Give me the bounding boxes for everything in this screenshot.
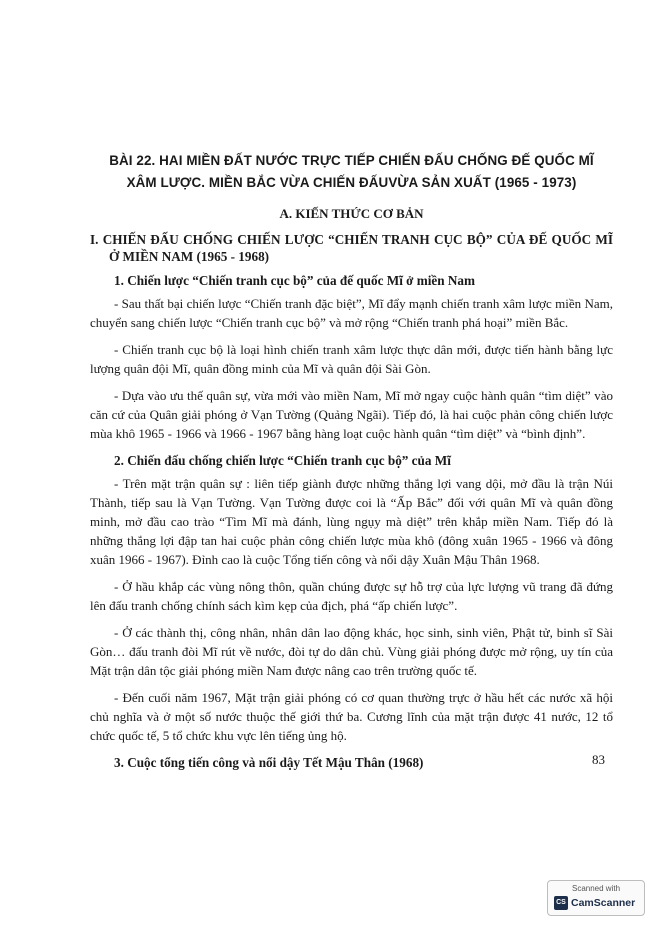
section-i-heading: I. CHIẾN ĐẤU CHỐNG CHIẾN LƯỢC “CHIẾN TRANH CỤC BỘ” CỦA ĐẾ QUỐC MĨ Ở MIỀN NAM (1965 - 1968) <box>90 232 613 264</box>
paragraph-6: - Ở các thành thị, công nhân, nhân dân lao động khác, học sinh, sinh viên, Phật tử, binh sĩ Sài Gòn… đấu tranh đòi Mĩ rút về nước, đòi tự do dân chủ. Vùng giải phóng được mở rộng, uy tín của Mặt trận dân tộc giải phóng miền Nam được nâng cao trên trường quốc tế. <box>90 625 613 678</box>
paragraph-2: - Chiến tranh cục bộ là loại hình chiến tranh xâm lược thực dân mới, được tiến hành bằng lực lượng quân đội Mĩ, quân đồng minh của Mĩ và quân đội Sài Gòn. <box>90 342 613 376</box>
subheading-1: 1. Chiến lược “Chiến tranh cục bộ” của đế quốc Mĩ ở miền Nam <box>114 273 476 288</box>
paragraph-5: - Ở hầu khắp các vùng nông thôn, quần chúng được sự hỗ trợ của lực lượng vũ trang đã đứng lên đấu tranh chống chính sách kìm kẹp của địch, phá “ấp chiến lược”. <box>90 579 613 613</box>
subheading-3: 3. Cuộc tổng tiến công và nổi dậy Tết Mậu Thân (1968) <box>114 755 424 770</box>
lesson-title-line-2: XÂM LƯỢC. MIỀN BẮC VỪA CHIẾN ĐẤUVỪA SẢN XUẤT (1965 - 1973) <box>126 175 577 190</box>
watermark-name: CamScanner <box>571 897 636 909</box>
paragraph-3: - Dựa vào ưu thế quân sự, vừa mới vào miền Nam, Mĩ mở ngay cuộc hành quân “tìm diệt” vào căn cứ của Quân giải phóng ở Vạn Tường (Quảng Ngãi). Tiếp đó, là hai cuộc phản công chiến lược mùa khô 1965 - 1966 và 1966 - 1967 bằng hàng loạt cuộc hành quân “tìm diệt” và “bình định”. <box>90 388 613 441</box>
section-a-heading: A. KIẾN THỨC CƠ BẢN <box>279 206 424 221</box>
camscanner-watermark <box>547 880 645 916</box>
paragraph-7: - Đến cuối năm 1967, Mặt trận giải phóng có cơ quan thường trực ở hầu hết các nước xã hội chủ nghĩa và ở một số nước thuộc thế giới thứ ba. Cương lĩnh của mặt trận được 41 nước, 12 tổ chức quốc tế, 5 tổ chức khu vực lên tiếng ủng hộ. <box>90 690 613 743</box>
page-body <box>90 150 613 776</box>
paragraph-1: - Sau thất bại chiến lược “Chiến tranh đặc biệt”, Mĩ đẩy mạnh chiến tranh xâm lược miền Nam, chuyển sang chiến lược “Chiến tranh cục bộ” và mở rộng “Chiến tranh phá hoại” miền Bắc. <box>90 296 613 330</box>
lesson-title <box>90 150 613 194</box>
watermark-top-text: Scanned with <box>571 884 621 893</box>
paragraph-4: - Trên mặt trận quân sự : liên tiếp giành được những thắng lợi vang dội, mở đầu là trận Núi Thành, tiếp sau là Vạn Tường. Vạn Tường được coi là “Ấp Bắc” đối với quân Mĩ và quân đồng minh, mở đầu cao trào “Tìm Mĩ mà đánh, lùng ngụy mà diệt” trên khắp miền Nam. Tiếp đó là những thắng lợi đập tan hai cuộc phản công chiến lược mùa khô (đông xuân 1965 - 1966 và đông xuân 1966 - 1967). Đỉnh cao là cuộc Tổng tiến công và nổi dậy Xuân Mậu Thân 1968. <box>90 476 613 567</box>
subheading-2: 2. Chiến đấu chống chiến lược “Chiến tranh cục bộ” của Mĩ <box>114 453 451 468</box>
lesson-title-line-1: BÀI 22. HAI MIỀN ĐẤT NƯỚC TRỰC TIẾP CHIẾN ĐẤU CHỐNG ĐẾ QUỐC MĨ <box>109 153 594 168</box>
camscanner-logo-icon: CS <box>554 896 568 910</box>
page-number: 83 <box>592 752 605 767</box>
